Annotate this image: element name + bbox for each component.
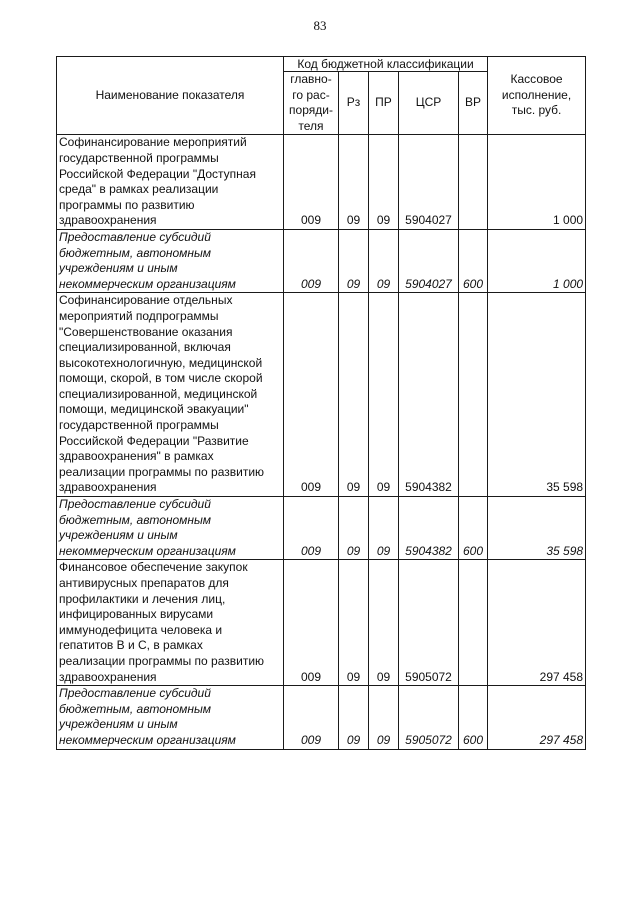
row-name: Софинансирование отдельных мероприятий подпрограммы "Совершенствование оказания специализированной, включая высокотехнологичную, медицинской помощи, скорой, в том числе скорой специализированной, медицинской помощи, медицинской эвакуации" государственной программы Российской Федерации "Развитие здравоохранения" в рамках реализации программы по развитию здравоохранения bbox=[57, 293, 284, 497]
cell-gl: 009 bbox=[284, 560, 339, 686]
cell-rz: 09 bbox=[339, 686, 369, 749]
cell-rz: 09 bbox=[339, 293, 369, 497]
cell-pr: 09 bbox=[369, 229, 399, 292]
header-name: Наименование показателя bbox=[57, 57, 284, 135]
cell-sum: 35 598 bbox=[488, 497, 586, 560]
cell-gl: 009 bbox=[284, 686, 339, 749]
cell-pr: 09 bbox=[369, 686, 399, 749]
cell-pr: 09 bbox=[369, 497, 399, 560]
cell-csr: 5904027 bbox=[399, 135, 459, 230]
row-name: Софинансирование мероприятий государственной программы Российской Федерации "Доступная среда" в рамках реализации программы по развитию здравоохранения bbox=[57, 135, 284, 230]
cell-csr: 5904382 bbox=[399, 293, 459, 497]
cell-vr: 600 bbox=[459, 229, 488, 292]
cell-csr: 5905072 bbox=[399, 686, 459, 749]
cell-gl: 009 bbox=[284, 293, 339, 497]
header-classification-group: Код бюджетной классификации bbox=[284, 57, 488, 72]
row-name: Финансовое обеспечение закупок антивирусных препаратов для профилактики и лечения лиц, инфицированных вирусами иммунодефицита человека и гепатитов В и С, в рамках реализации программы по развитию здравоохранения bbox=[57, 560, 284, 686]
table-row bbox=[57, 135, 586, 230]
table-row bbox=[57, 560, 586, 686]
cell-sum: 1 000 bbox=[488, 135, 586, 230]
table-row bbox=[57, 293, 586, 497]
cell-vr: 600 bbox=[459, 497, 488, 560]
header-rz: Рз bbox=[339, 72, 369, 135]
cell-vr bbox=[459, 293, 488, 497]
cell-vr bbox=[459, 560, 488, 686]
table-row bbox=[57, 497, 586, 560]
table-row bbox=[57, 686, 586, 749]
cell-sum: 297 458 bbox=[488, 560, 586, 686]
header-vr: ВР bbox=[459, 72, 488, 135]
cell-rz: 09 bbox=[339, 560, 369, 686]
table-row bbox=[57, 229, 586, 292]
cell-csr: 5904382 bbox=[399, 497, 459, 560]
cell-gl: 009 bbox=[284, 497, 339, 560]
cell-csr: 5904027 bbox=[399, 229, 459, 292]
cell-pr: 09 bbox=[369, 135, 399, 230]
budget-table bbox=[56, 56, 586, 750]
row-name: Предоставление субсидий бюджетным, автономным учреждениям и иным некоммерческим организациям bbox=[57, 686, 284, 749]
header-cash-execution: Кассовое исполнение, тыс. руб. bbox=[488, 57, 586, 135]
row-name: Предоставление субсидий бюджетным, автономным учреждениям и иным некоммерческим организациям bbox=[57, 497, 284, 560]
page-number: 83 bbox=[313, 18, 327, 33]
cell-pr: 09 bbox=[369, 560, 399, 686]
cell-rz: 09 bbox=[339, 135, 369, 230]
cell-sum: 297 458 bbox=[488, 686, 586, 749]
cell-csr: 5905072 bbox=[399, 560, 459, 686]
cell-sum: 1 000 bbox=[488, 229, 586, 292]
cell-vr: 600 bbox=[459, 686, 488, 749]
cell-gl: 009 bbox=[284, 135, 339, 230]
cell-vr bbox=[459, 135, 488, 230]
cell-pr: 09 bbox=[369, 293, 399, 497]
header-csr: ЦСР bbox=[399, 72, 459, 135]
header-main-manager: главно- го рас- поряди- теля bbox=[284, 72, 339, 135]
cell-gl: 009 bbox=[284, 229, 339, 292]
row-name: Предоставление субсидий бюджетным, автономным учреждениям и иным некоммерческим организациям bbox=[57, 229, 284, 292]
cell-rz: 09 bbox=[339, 229, 369, 292]
header-pr: ПР bbox=[369, 72, 399, 135]
cell-rz: 09 bbox=[339, 497, 369, 560]
cell-sum: 35 598 bbox=[488, 293, 586, 497]
